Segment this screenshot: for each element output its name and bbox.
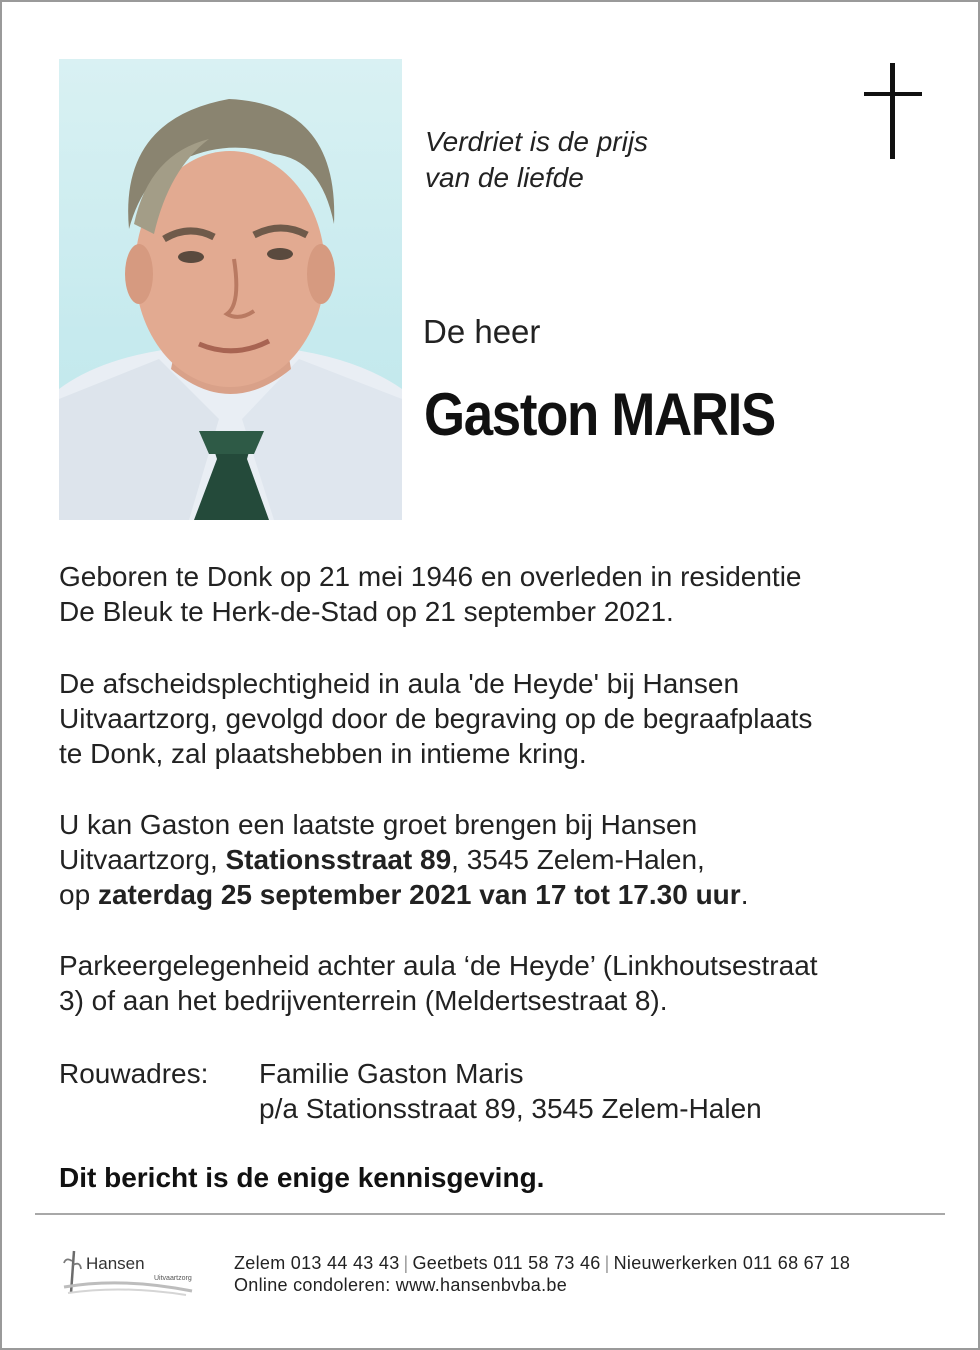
- divider: [35, 1213, 945, 1215]
- deceased-name: Gaston MARIS: [424, 381, 775, 448]
- address-line: p/a Stationsstraat 89, 3545 Zelem-Halen: [259, 1093, 762, 1124]
- visit-paragraph: [59, 807, 939, 912]
- quote-line: Verdriet is de prijs: [425, 126, 649, 157]
- visit-address: Stationsstraat 89: [225, 844, 452, 875]
- phone-row: Zelem 013 44 43 43 | Geetbets 011 58 73 46 | Nieuwerkerken 011 68 67 18: [234, 1253, 851, 1273]
- cross-icon: [864, 63, 922, 159]
- text-segment: Uitvaartzorg,: [59, 844, 226, 875]
- text-line: U kan Gaston een laatste groet brengen bij Hansen: [59, 809, 698, 840]
- parking-paragraph: [59, 948, 939, 1018]
- logo-name: Hansen: [86, 1254, 145, 1273]
- text-line: Parkeergelegenheid achter aula ‘de Heyde’ (Linkhoutsestraat: [59, 950, 818, 981]
- text-segment: , 3545 Zelem-Halen,: [451, 844, 705, 875]
- logo-subtitle: Uitvaartzorg: [154, 1275, 192, 1282]
- text-line: Uitvaartzorg, gevolgd door de begraving op de begraafplaats: [59, 703, 813, 734]
- text-line: [59, 842, 939, 877]
- text-line: [59, 877, 939, 912]
- phone-geetbets: Geetbets 011 58 73 46: [412, 1253, 601, 1273]
- address-label: Rouwadres:: [59, 1058, 209, 1089]
- text-line: 3) of aan het bedrijventerrein (Meldertsestraat 8).: [59, 985, 668, 1016]
- portrait-photo: [59, 59, 402, 520]
- text-line: Geboren te Donk op 21 mei 1946 en overleden in residentie: [59, 561, 802, 592]
- quote-line: van de liefde: [425, 162, 584, 193]
- online-condolence-link[interactable]: Online condoleren: www.hansenbvba.be: [234, 1275, 568, 1295]
- phone-nieuwerkerken: Nieuwerkerken 011 68 67 18: [613, 1253, 851, 1273]
- text-line: De Bleuk te Herk-de-Stad op 21 september 2021.: [59, 596, 674, 627]
- honorific: De heer: [423, 313, 541, 350]
- address-line: Familie Gaston Maris: [259, 1058, 524, 1089]
- phone-zelem: Zelem 013 44 43 43: [234, 1253, 400, 1273]
- text-line: De afscheidsplechtigheid in aula 'de Heyde' bij Hansen: [59, 668, 740, 699]
- notice-statement: Dit bericht is de enige kennisgeving.: [59, 1162, 545, 1193]
- birth-paragraph: [59, 559, 939, 629]
- text-segment: .: [740, 879, 749, 910]
- ceremony-paragraph: [59, 666, 939, 771]
- address-lines: [259, 1056, 762, 1126]
- visit-datetime: zaterdag 25 september 2021 van 17 tot 17.30 uur: [97, 879, 741, 910]
- quote: [425, 124, 648, 196]
- text-segment: op: [59, 879, 98, 910]
- text-line: te Donk, zal plaatshebben in intieme kring.: [59, 738, 587, 769]
- footer-contacts: [234, 1252, 850, 1296]
- hansen-logo: [62, 1247, 202, 1299]
